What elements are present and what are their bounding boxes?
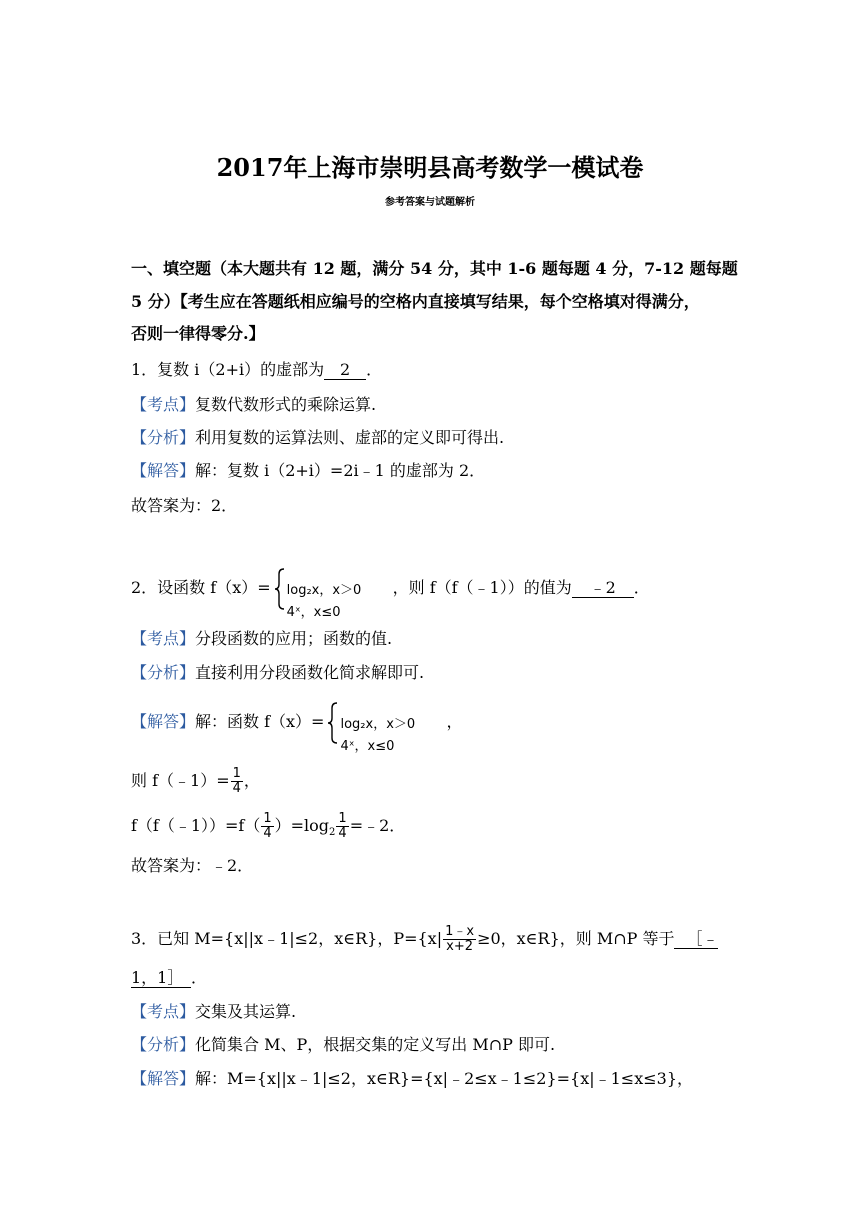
q3-answer-part-2: 1，1］ <box>131 969 191 988</box>
fenxi-tag: 【分析】 <box>131 428 196 447</box>
fraction-denominator: 4 <box>232 781 241 796</box>
q3-prefix: 3．已知 M={x||x﹣1|≤2，x∈R}，P={x| <box>131 929 443 948</box>
q2-step1-prefix: 则 f（﹣1）= <box>131 771 230 790</box>
q2-mid: ，则 f（f（﹣1））的值为 <box>392 578 572 597</box>
fraction-one-quarter <box>261 812 273 841</box>
q2-prefix: 2．设函数 f（x）= <box>131 578 271 597</box>
q2-step1 <box>131 764 260 798</box>
fraction-one-quarter <box>336 812 348 841</box>
q3-answer-part-1: ［﹣ <box>674 930 718 949</box>
q1-kaodian-text: 复数代数形式的乘除运算. <box>195 395 377 414</box>
q3-question <box>131 922 718 956</box>
q1-jieda-text: 解：复数 i（2+i）=2i﹣1 的虚部为 2． <box>195 461 486 480</box>
q3-kaodian <box>131 1002 296 1022</box>
q1-question-text: 1．复数 i（2+i）的虚部为 <box>131 360 325 379</box>
kaodian-tag: 【考点】 <box>131 1002 196 1021</box>
q2-kaodian-text: 分段函数的应用；函数的值. <box>195 629 393 648</box>
fenxi-tag: 【分析】 <box>131 663 196 682</box>
kaodian-tag: 【考点】 <box>131 395 196 414</box>
piecewise-function <box>326 701 444 754</box>
q1-fenxi-text: 利用复数的运算法则、虚部的定义即可得出. <box>195 428 505 447</box>
q1-fenxi <box>131 428 504 448</box>
kaodian-tag: 【考点】 <box>131 629 196 648</box>
jieda-tag: 【解答】 <box>131 712 196 731</box>
fraction-numerator: 1﹣x <box>445 924 475 939</box>
jieda-tag: 【解答】 <box>131 1069 196 1088</box>
jieda-tag: 【解答】 <box>131 461 196 480</box>
q3-jieda <box>131 1069 693 1089</box>
q2-result: 故答案为：﹣2． <box>131 856 254 875</box>
q2-step2-suffix: =﹣2． <box>349 816 406 835</box>
q1-question <box>131 360 382 380</box>
q1-answer: 2 <box>324 361 366 380</box>
q3-kaodian-text: 交集及其运算. <box>195 1002 297 1021</box>
q2-jieda-suffix: ， <box>446 712 463 731</box>
fraction-denominator: 4 <box>263 826 272 841</box>
q2-step2 <box>131 809 405 850</box>
q3-fenxi-text: 化简集合 M、P，根据交集的定义写出 M∩P 即可. <box>195 1035 556 1054</box>
q3-end: ． <box>191 968 208 987</box>
left-brace-icon <box>273 567 287 611</box>
left-brace-icon <box>326 701 340 745</box>
fraction-one-quarter <box>231 767 243 796</box>
document-subtitle: 参考答案与试题解析 <box>385 197 475 208</box>
q2-answer: ﹣2 <box>572 579 634 598</box>
piecewise-case-2: 4ˣ，x≤0 <box>340 738 395 754</box>
q2-fenxi-text: 直接利用分段函数化简求解即可. <box>195 663 425 682</box>
q2-fenxi <box>131 663 424 683</box>
piecewise-function <box>273 567 391 620</box>
q2-jieda-prefix: 解：函数 f（x）= <box>195 712 325 731</box>
document-title: 2017年上海市崇明县高考数学一模试卷 <box>216 153 644 182</box>
q3-question-cont <box>131 968 207 988</box>
fraction-numerator: 1 <box>338 811 347 826</box>
q2-step2-mid: ）=log <box>274 816 330 835</box>
fraction-1-minus-x-over-x-plus-2 <box>443 925 476 954</box>
fraction-numerator: 1 <box>232 766 241 781</box>
piecewise-case-1: log₂x，x＞0 <box>340 716 416 732</box>
q1-end: ． <box>366 360 383 379</box>
fraction-denominator: x+2 <box>446 939 473 954</box>
section-header-line-3: 否则一律得零分.】 <box>131 324 265 343</box>
section-header-line-2: 5 分）【考生应在答题纸相应编号的空格内直接填写结果，每个空格填对得满分， <box>131 292 700 311</box>
q2-kaodian <box>131 629 392 649</box>
q3-mid: ≥0，x∈R}，则 M∩P 等于 <box>477 929 675 948</box>
q1-kaodian <box>131 395 376 415</box>
log-base: 2 <box>329 827 336 839</box>
q3-fenxi <box>131 1035 555 1055</box>
fraction-denominator: 4 <box>338 826 347 841</box>
q2-step2-prefix: f（f（﹣1））=f（ <box>131 816 261 835</box>
fraction-numerator: 1 <box>263 811 272 826</box>
q1-result: 故答案为：2． <box>131 496 238 515</box>
piecewise-case-1: log₂x，x＞0 <box>286 582 362 598</box>
q2-end: ． <box>633 578 650 597</box>
q2-question <box>131 566 650 620</box>
q1-jieda <box>131 461 485 481</box>
q2-step1-suffix: ， <box>243 771 260 790</box>
q2-jieda <box>131 700 463 754</box>
piecewise-case-2: 4ˣ，x≤0 <box>286 604 341 620</box>
q3-jieda-text: 解：M={x||x﹣1|≤2，x∈R}={x|﹣2≤x﹣1≤2}={x|﹣1≤x≤3}， <box>195 1069 693 1088</box>
section-header-line-1: 一、填空题（本大题共有 12 题，满分 54 分，其中 1-6 题每题 4 分，7-12 题每题 <box>131 259 738 278</box>
fenxi-tag: 【分析】 <box>131 1035 196 1054</box>
